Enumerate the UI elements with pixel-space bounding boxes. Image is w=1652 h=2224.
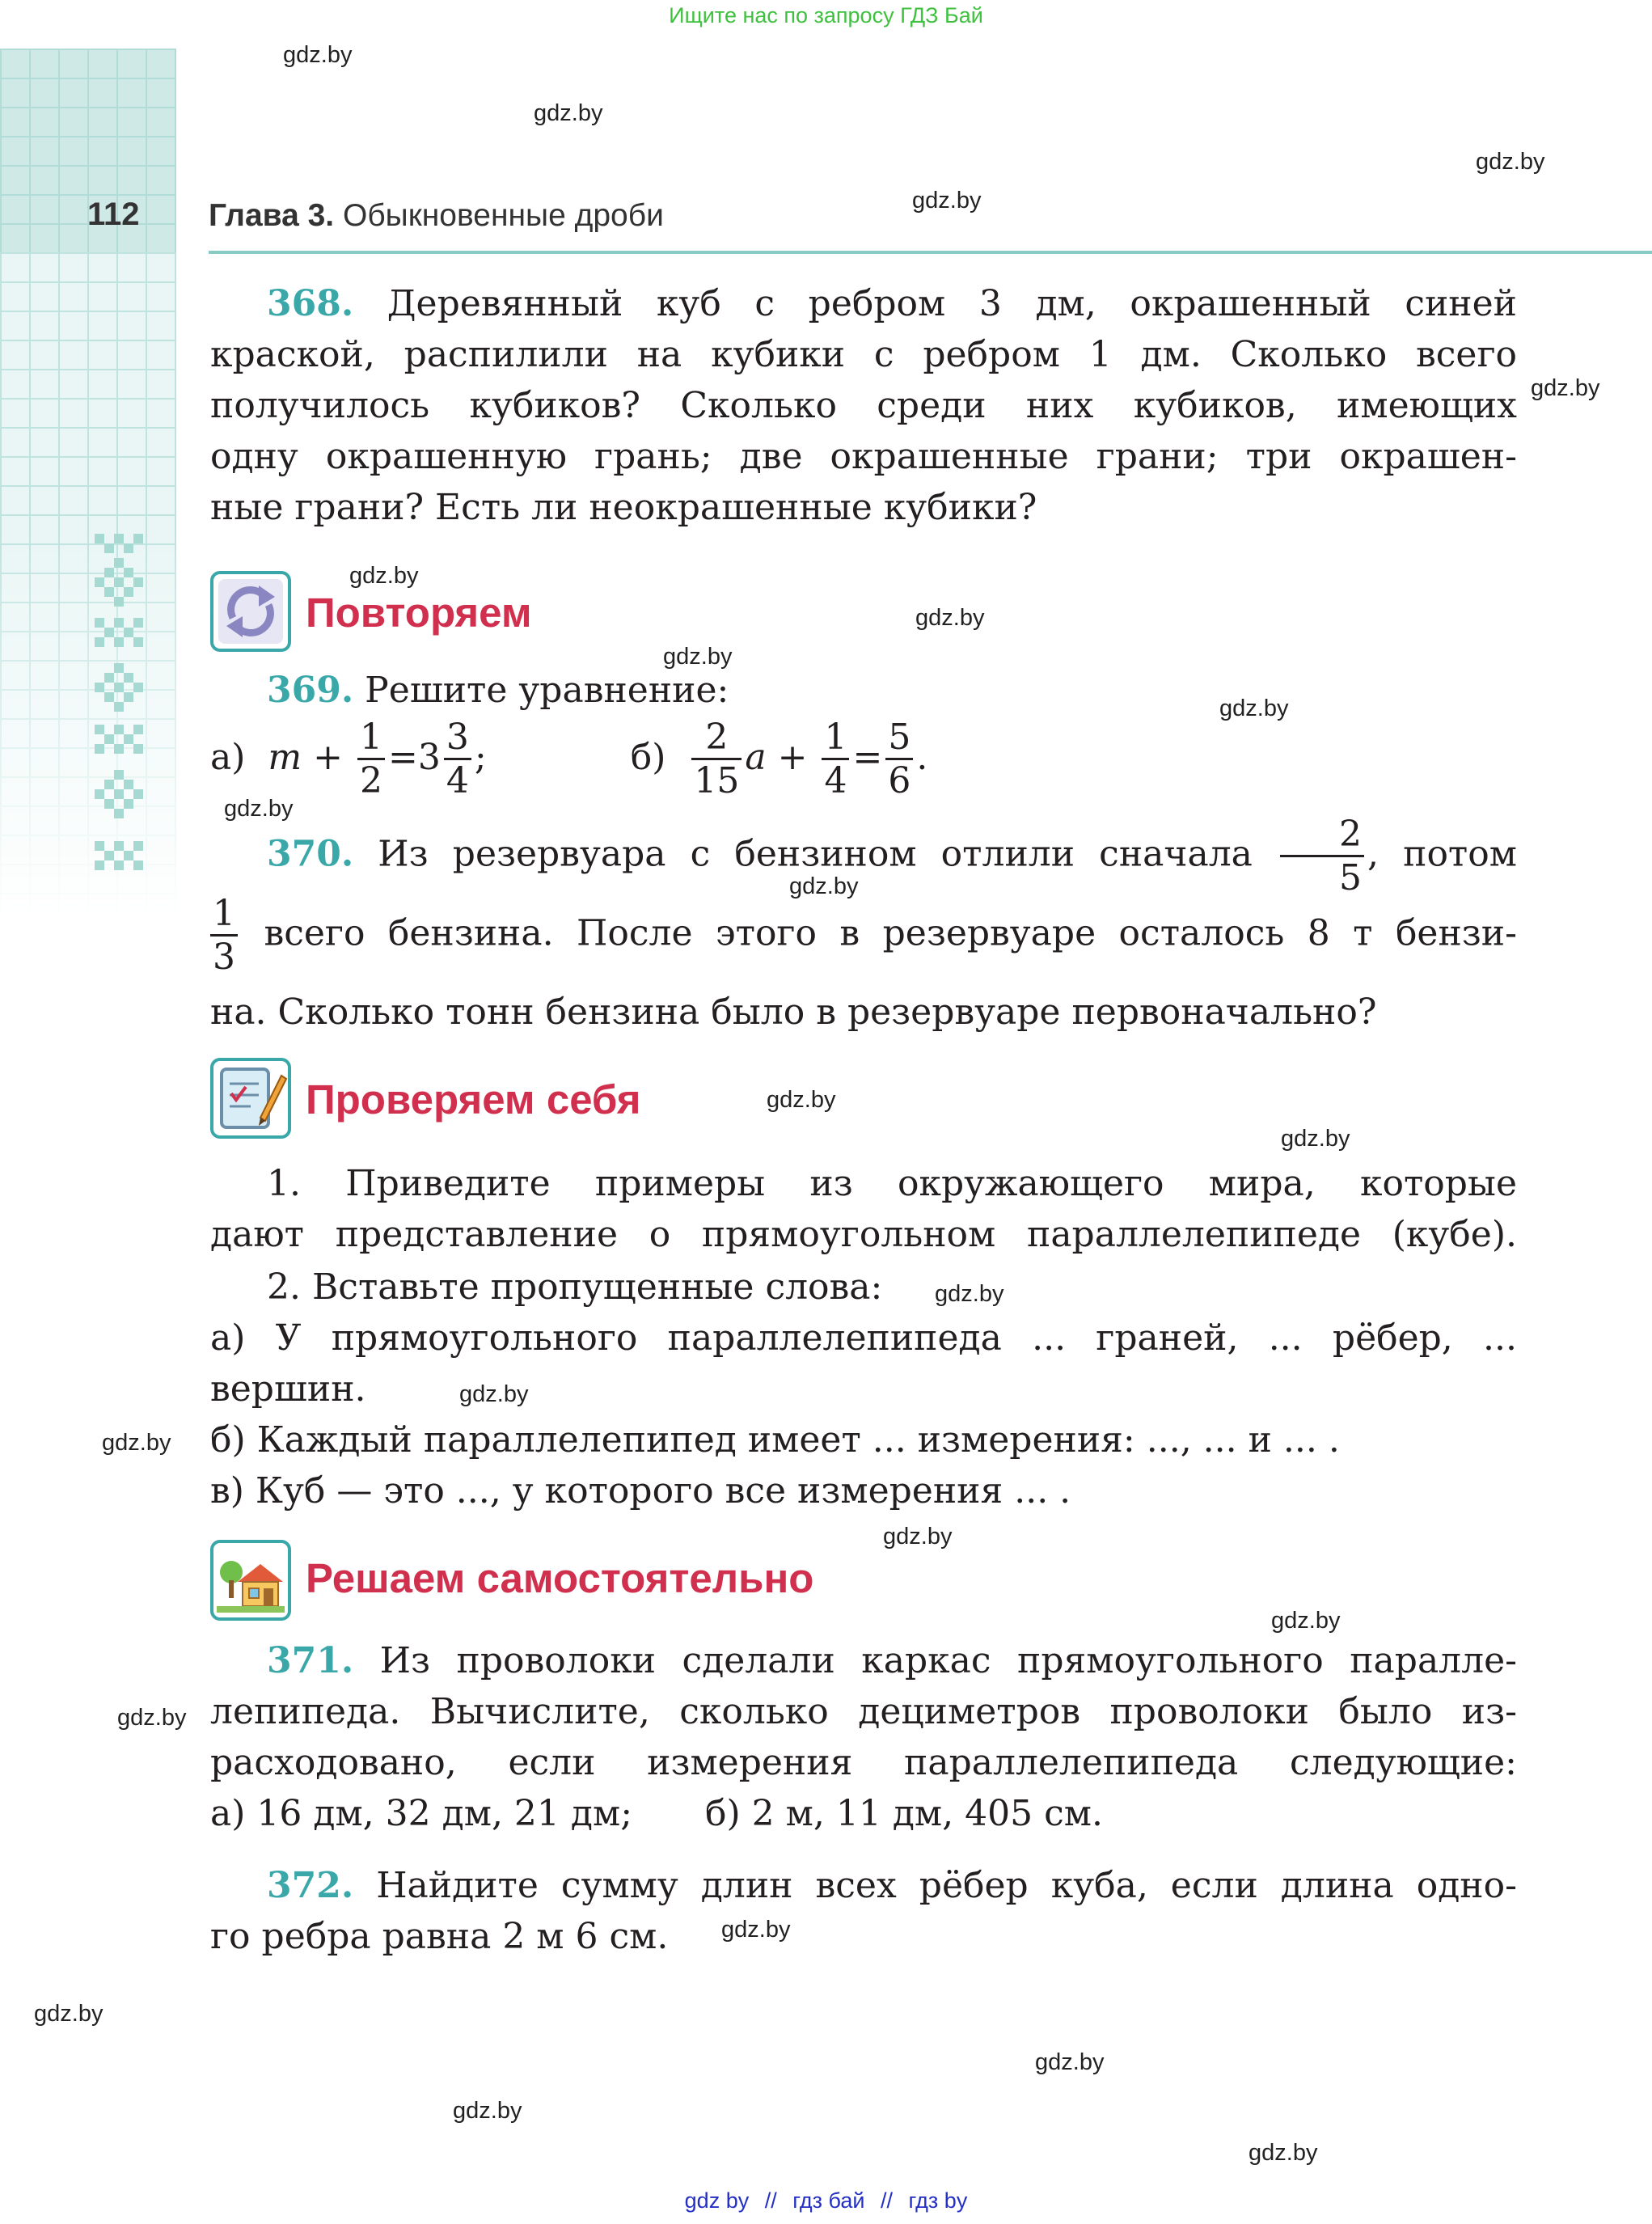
- equation-b: б) $\frac{2}{15}$ a + $\frac{1}{4}$ = $\frac{5}{6}$ .: [630, 717, 928, 801]
- watermark: gdz.by: [453, 2098, 522, 2124]
- section-title-solve: Решаем самостоятельно: [306, 1555, 814, 1601]
- watermark: gdz.by: [935, 1281, 1004, 1307]
- footer-link-gdz-bai[interactable]: гдз бай: [792, 2188, 865, 2213]
- task-371-line-1: 371. Из проволоки сделали каркас прямоугольного паралле-: [267, 1640, 1517, 1681]
- task-371: [210, 1635, 1517, 1839]
- watermark: gdz.by: [117, 1705, 187, 1731]
- task-number: 369.: [267, 670, 354, 711]
- task-372: [210, 1860, 1517, 1962]
- watermark: gdz.by: [1531, 375, 1600, 401]
- watermark: gdz.by: [1249, 2140, 1318, 2166]
- watermark: gdz.by: [1476, 149, 1545, 175]
- house-icon: [210, 1540, 291, 1621]
- task-368-line-1: 368. Деревянный куб с ребром 3 дм, окрашенный синей: [267, 283, 1517, 324]
- task-368-line-5: ные грани? Есть ли неокрашенные кубики?: [210, 487, 1037, 528]
- equation-a: а) m + $\frac{1}{2}$ =3 $\frac{3}{4}$ ;: [210, 717, 487, 801]
- chapter-header: [209, 198, 664, 234]
- fraction: $\frac{1}{2}$: [357, 720, 385, 799]
- repeat-arrows-icon: [210, 571, 291, 652]
- task-368: [210, 278, 1517, 533]
- watermark: gdz.by: [721, 1917, 791, 1943]
- check-q2-a-line-2: вершин.: [210, 1368, 366, 1410]
- watermark: gdz.by: [912, 188, 982, 214]
- watermark: gdz.by: [283, 42, 353, 68]
- task-371-line-3: расходовано, если измерения параллелепипеда следующие:: [210, 1742, 1517, 1783]
- task-371-a: а) 16 дм, 32 дм, 21 дм;: [210, 1793, 633, 1834]
- check-q2-a-line-1: а) У прямоугольного параллелепипеда ... граней, ... рёбер, ...: [210, 1317, 1517, 1359]
- task-368-line-2: краской, распилили на кубики с ребром 1 дм. Сколько всего: [210, 334, 1517, 375]
- task-370-line-2: $\frac{1}{3}$ всего бензина. После этого в резервуаре осталось 8 т бензи-: [210, 896, 1517, 975]
- task-number: 370.: [267, 833, 354, 875]
- check-questions: [210, 1158, 1517, 1516]
- watermark: gdz.by: [34, 2001, 104, 2027]
- task-371-answers: [210, 1788, 1517, 1839]
- task-number: 368.: [267, 283, 354, 324]
- folk-ornament-icon: [91, 534, 147, 906]
- watermark: gdz.by: [534, 100, 603, 126]
- fraction: $\frac{5}{6}$: [885, 720, 913, 799]
- top-notice[interactable]: Ищите нас по запросу ГДЗ Бай: [669, 3, 983, 27]
- fraction: $\frac{3}{4}$: [444, 720, 471, 799]
- footer-separator: //: [881, 2188, 894, 2213]
- page-number: 112: [87, 197, 140, 232]
- section-title-check: Проверяем себя: [306, 1076, 641, 1123]
- chapter-label: Глава 3.: [209, 198, 335, 233]
- footer-link-gdz-by-cyr[interactable]: гдз by: [908, 2188, 968, 2213]
- task-369: [210, 665, 1517, 716]
- fraction: $\frac{2}{15}$: [691, 720, 741, 799]
- check-q2-title: 2. Вставьте пропущенные слова:: [267, 1266, 883, 1308]
- task-371-line-2: лепипеда. Вычислите, сколько дециметров проволоки было из-: [210, 1691, 1517, 1732]
- watermark: gdz.by: [102, 1430, 171, 1456]
- check-q2-b: б) Каждый параллелепипед имеет ... измерения: ..., ... и ... .: [210, 1419, 1340, 1461]
- chapter-title: Обыкновенные дроби: [343, 198, 664, 233]
- equations-row: [210, 717, 1517, 817]
- task-370-line-3: на. Сколько тонн бензина было в резервуаре первоначально?: [210, 991, 1377, 1033]
- task-number: 372.: [267, 1865, 354, 1906]
- task-370-line-1: 370. Из резервуара с бензином отлили сначала $\frac{2}{5}$ , потом: [267, 814, 1517, 898]
- watermark: gdz.by: [663, 644, 733, 670]
- fraction: $\frac{2}{5}$: [1280, 817, 1364, 896]
- watermark: gdz.by: [459, 1381, 529, 1407]
- fraction: $\frac{1}{4}$: [822, 720, 849, 799]
- tablet-pencil-icon: [210, 1058, 291, 1139]
- watermark: gdz.by: [1219, 696, 1289, 721]
- watermark: gdz.by: [767, 1087, 836, 1113]
- task-368-line-4: одну окрашенную грань; две окрашенные грани; три окрашен-: [210, 436, 1517, 477]
- watermark: gdz.by: [1271, 1608, 1341, 1634]
- watermark: gdz.by: [349, 563, 419, 589]
- task-368-line-3: получилось кубиков? Сколько среди них кубиков, имеющих: [210, 385, 1517, 426]
- check-q2-c: в) Куб — это ..., у которого все измерения ... .: [210, 1470, 1071, 1512]
- watermark: gdz.by: [1281, 1126, 1350, 1152]
- check-q1-line-2: дают представление о прямоугольном параллелепипеде (кубе).: [210, 1214, 1517, 1255]
- section-title-repeat: Повторяем: [306, 590, 532, 636]
- watermark: gdz.by: [883, 1524, 953, 1550]
- check-q1-line-1: 1. Приведите примеры из окружающего мира, которые: [267, 1163, 1517, 1204]
- watermark: gdz.by: [915, 605, 985, 631]
- header-rule: [209, 251, 1652, 254]
- task-371-b: б) 2 м, 11 дм, 405 см.: [705, 1793, 1103, 1834]
- fraction: $\frac{1}{3}$: [210, 896, 238, 975]
- watermark: gdz.by: [789, 873, 859, 899]
- watermark: gdz.by: [1035, 2049, 1105, 2075]
- task-372-line-1: 372. Найдите сумму длин всех рёбер куба, если длина одно-: [267, 1865, 1517, 1906]
- task-372-line-2: го ребра равна 2 м 6 см.: [210, 1916, 669, 1957]
- footer-link-gdz-by[interactable]: gdz by: [684, 2188, 750, 2213]
- footer-separator: //: [764, 2188, 777, 2213]
- task-number: 371.: [267, 1640, 354, 1681]
- task-370: [210, 814, 1517, 1050]
- watermark: gdz.by: [224, 796, 294, 822]
- footer-links: [0, 2188, 1652, 2213]
- task-369-text: Решите уравнение:: [365, 670, 729, 711]
